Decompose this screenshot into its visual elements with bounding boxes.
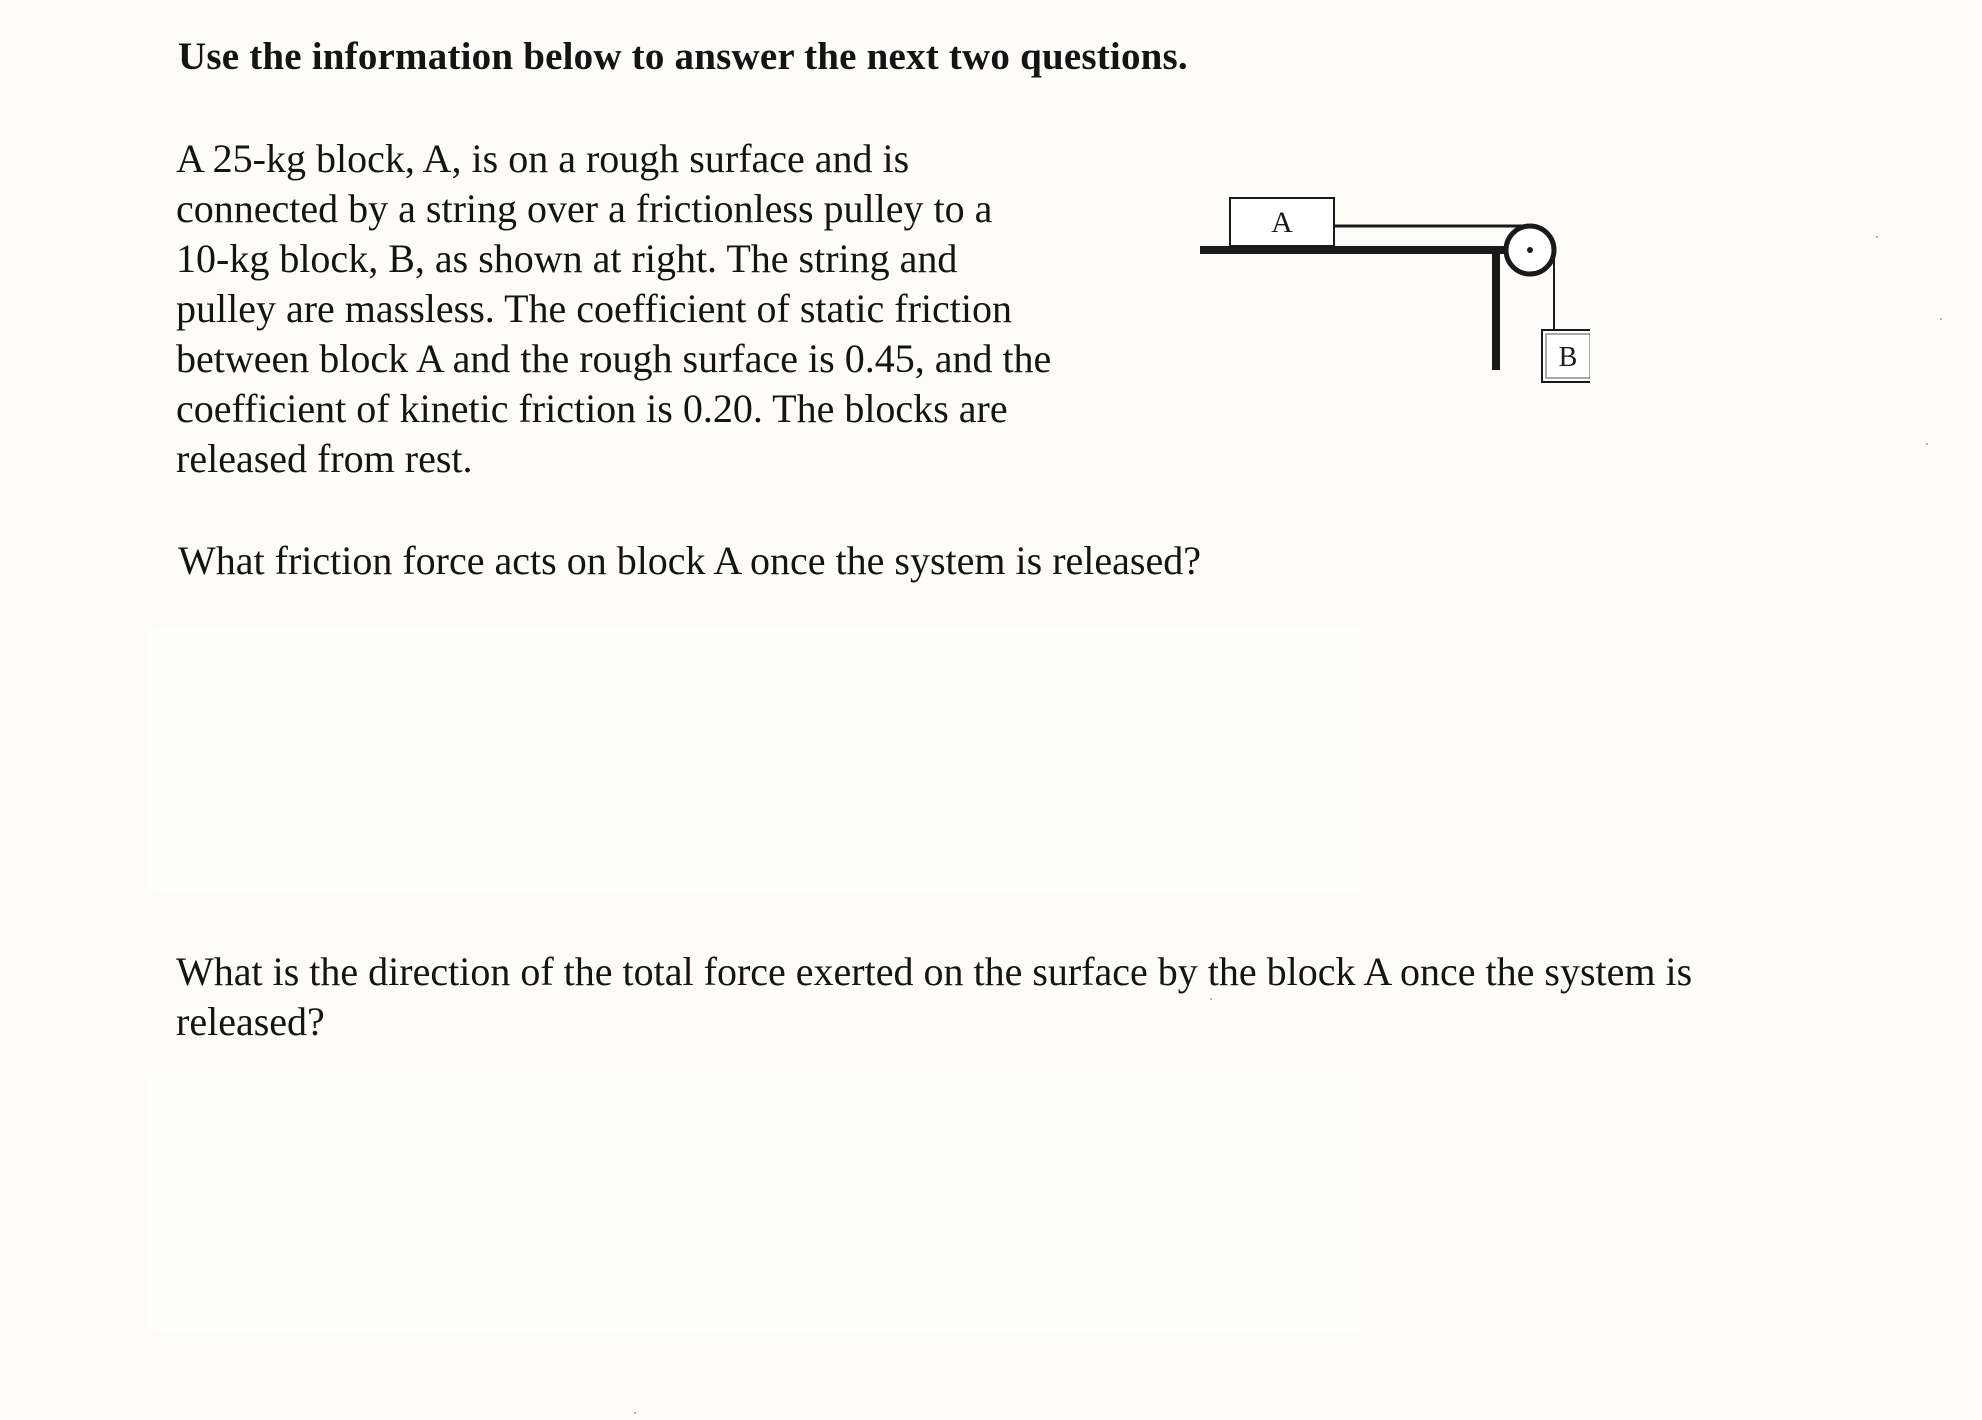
block-a-label: A: [1271, 206, 1293, 239]
instructions-heading: Use the information below to answer the next two questions.: [178, 35, 1188, 78]
scan-speck: [1876, 236, 1878, 238]
problem-line: 10-kg block, B, as shown at right. The string and: [176, 236, 958, 281]
answer-area-2[interactable]: [150, 1080, 1360, 1330]
question-2-line: released?: [176, 999, 325, 1044]
problem-line: between block A and the rough surface is 0.45, and the: [176, 336, 1052, 381]
problem-line: pulley are massless. The coefficient of static friction: [176, 286, 1013, 331]
answer-area-1[interactable]: [150, 630, 1360, 890]
problem-line: A 25-kg block, A, is on a rough surface and is: [176, 136, 910, 181]
pulley-hub: [1527, 247, 1533, 253]
scan-speck: [634, 1412, 636, 1414]
scan-speck: [1210, 998, 1212, 1000]
problem-line: connected by a string over a frictionless pulley to a: [176, 186, 993, 231]
question-2: [176, 947, 1816, 1047]
scan-speck: [1940, 318, 1942, 320]
problem-line: coefficient of kinetic friction is 0.20. The blocks are: [176, 386, 1008, 431]
question-1: What friction force acts on block A once the system is released?: [178, 538, 1201, 583]
table-leg: [1492, 248, 1500, 370]
scan-speck: [1926, 443, 1928, 445]
pulley-diagram: [1190, 188, 1590, 388]
problem-statement: [176, 134, 1156, 484]
problem-line: released from rest.: [176, 436, 473, 481]
question-2-line: What is the direction of the total force exerted on the surface by the block A once the system is: [176, 949, 1693, 994]
block-b-label: B: [1558, 342, 1578, 373]
